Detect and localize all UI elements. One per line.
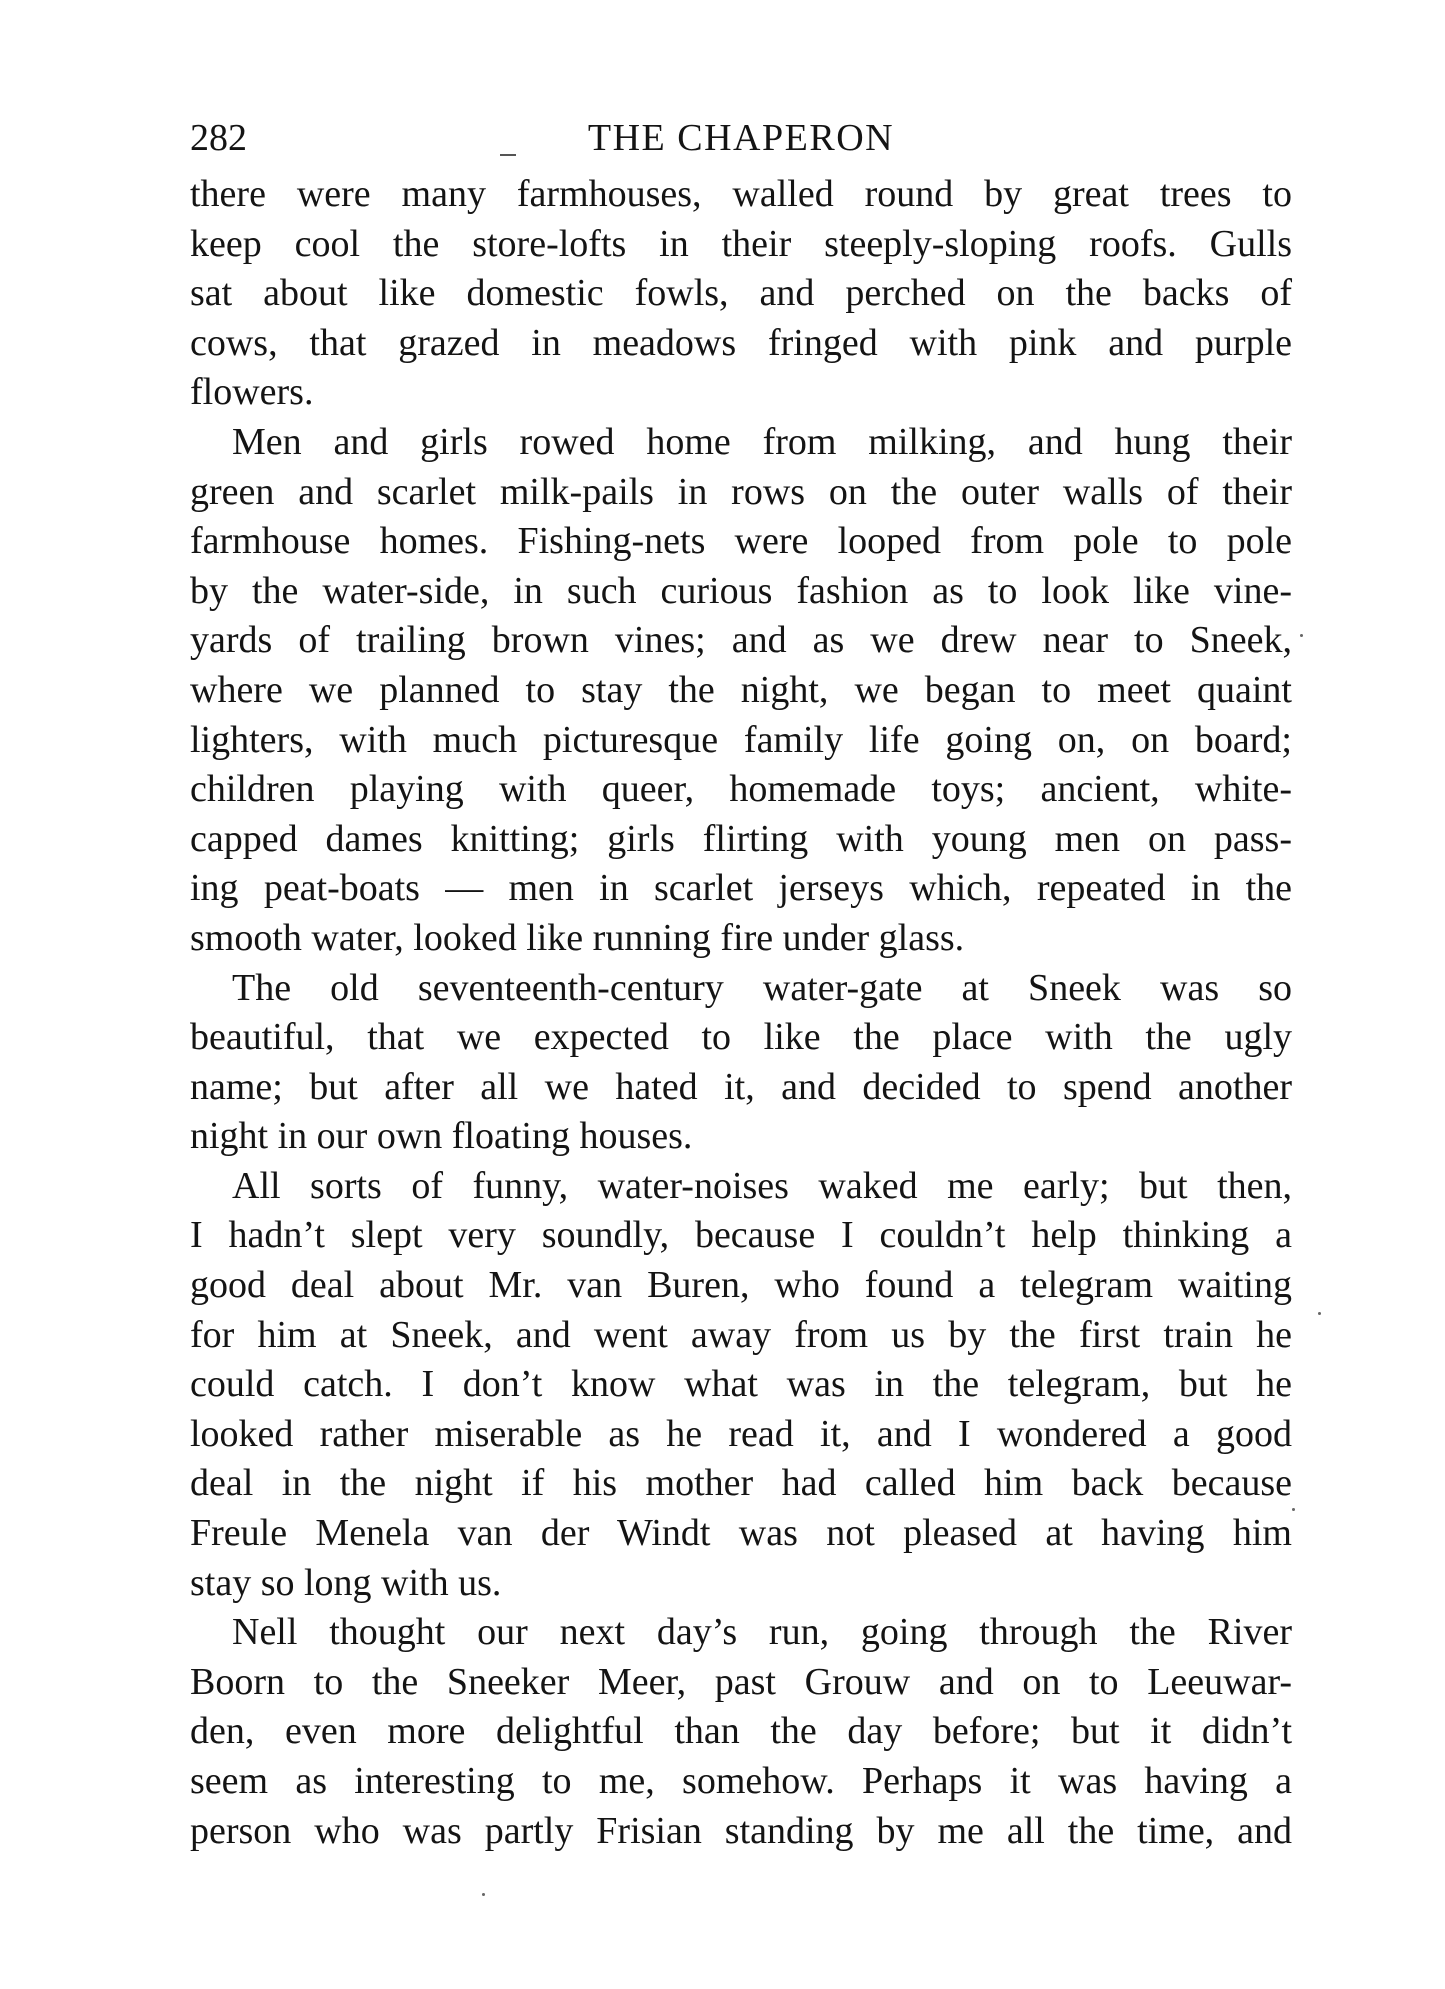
scan-speck xyxy=(1300,634,1303,637)
text-line: looked rather miserable as he read it, and I wondered a good xyxy=(190,1412,1292,1455)
text-line: cows, that grazed in meadows fringed with pink and purple xyxy=(190,321,1292,364)
scan-speck xyxy=(1292,1508,1295,1511)
text-line: sat about like domestic fowls, and perched on the backs of xyxy=(190,272,1292,315)
text-line: by the water-side, in such curious fashion as to look like vine- xyxy=(190,569,1292,612)
scan-speck xyxy=(482,1893,485,1896)
scan-speck xyxy=(1318,1312,1321,1315)
paragraph xyxy=(190,1608,1292,1856)
paragraph xyxy=(190,1162,1292,1608)
text-line: smooth water, looked like running fire under glass. xyxy=(190,916,965,959)
text-line: flowers. xyxy=(190,371,314,414)
text-line: ing peat-boats — men in scarlet jerseys which, repeated in the xyxy=(190,867,1292,910)
text-line: den, even more delightful than the day before; but it didn’t xyxy=(190,1710,1292,1753)
text-line: person who was partly Frisian standing by me all the time, and xyxy=(190,1809,1292,1852)
running-head xyxy=(190,112,1292,164)
text-line: The old seventeenth-century water-gate at Sneek was so xyxy=(232,966,1292,1009)
text-line: lighters, with much picturesque family life going on, on board; xyxy=(190,718,1292,761)
text-line: Nell thought our next day’s run, going through the River xyxy=(232,1611,1292,1654)
text-line: stay so long with us. xyxy=(190,1561,502,1604)
text-line: farmhouse homes. Fishing-nets were looped from pole to pole xyxy=(190,520,1292,563)
body-text xyxy=(190,170,1292,1856)
text-line: where we planned to stay the night, we began to meet quaint xyxy=(190,668,1292,711)
text-line: yards of trailing brown vines; and as we drew near to Sneek, xyxy=(190,619,1292,662)
text-line: good deal about Mr. van Buren, who found a telegram waiting xyxy=(190,1264,1292,1307)
text-line: All sorts of funny, water-noises waked me early; but then, xyxy=(232,1164,1292,1207)
text-line: could catch. I don’t know what was in the telegram, but he xyxy=(190,1363,1292,1406)
paragraph xyxy=(190,418,1292,964)
text-line: Freule Menela van der Windt was not pleased at having him xyxy=(190,1512,1292,1555)
text-line: beautiful, that we expected to like the place with the ugly xyxy=(190,1016,1292,1059)
text-line: capped dames knitting; girls flirting with young men on pass- xyxy=(190,817,1292,860)
running-title: THE CHAPERON xyxy=(587,117,895,159)
text-line: I hadn’t slept very soundly, because I couldn’t help thinking a xyxy=(190,1214,1292,1257)
text-line: deal in the night if his mother had called him back because xyxy=(190,1462,1292,1505)
page-number: 282 xyxy=(190,117,247,159)
text-line: keep cool the store-lofts in their steeply-sloping roofs. Gulls xyxy=(190,222,1292,265)
paragraph xyxy=(190,964,1292,1162)
text-line: green and scarlet milk-pails in rows on the outer walls of their xyxy=(190,470,1292,513)
text-line: Men and girls rowed home from milking, and hung their xyxy=(232,420,1292,463)
paragraph xyxy=(190,170,1292,418)
text-line: seem as interesting to me, somehow. Perhaps it was having a xyxy=(190,1760,1292,1802)
text-line: for him at Sneek, and went away from us by the first train he xyxy=(190,1313,1292,1356)
text-line: Boorn to the Sneeker Meer, past Grouw and on to Leeuwar- xyxy=(190,1660,1292,1703)
text-line: name; but after all we hated it, and decided to spend another xyxy=(190,1065,1292,1108)
text-line: night in our own floating houses. xyxy=(190,1115,693,1158)
text-line: children playing with queer, homemade toys; ancient, white- xyxy=(190,768,1292,811)
text-line: there were many farmhouses, walled round by great trees to xyxy=(190,173,1292,215)
